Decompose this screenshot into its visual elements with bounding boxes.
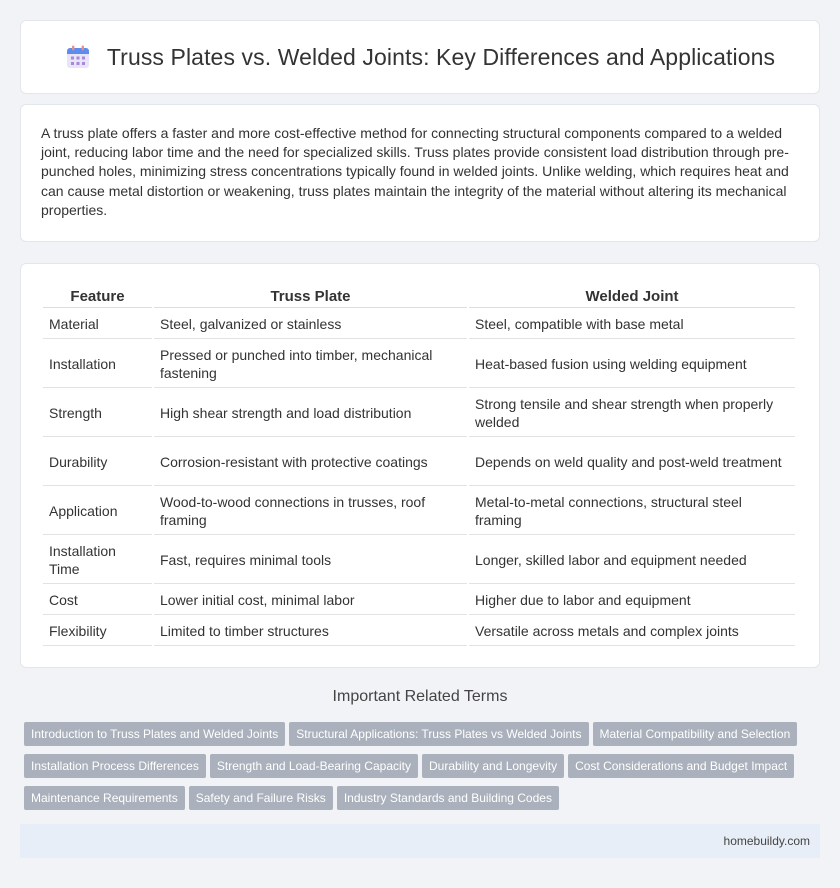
welded-joint-cell: Higher due to labor and equipment — [469, 586, 795, 615]
related-tag[interactable]: Installation Process Differences — [24, 754, 206, 778]
calendar-icon — [65, 44, 91, 70]
feature-cell: Durability — [43, 439, 152, 486]
related-tag[interactable]: Industry Standards and Building Codes — [337, 786, 559, 810]
welded-joint-cell: Versatile across metals and complex joints — [469, 617, 795, 646]
feature-cell: Application — [43, 488, 152, 535]
related-terms-title: Important Related Terms — [332, 688, 508, 705]
intro-card — [20, 104, 820, 242]
footer-site[interactable]: homebuildy.com — [723, 834, 810, 848]
welded-joint-cell: Steel, compatible with base metal — [469, 310, 795, 339]
welded-joint-cell: Longer, skilled labor and equipment needed — [469, 537, 795, 584]
truss-plate-cell: Wood-to-wood connections in trusses, roof framing — [154, 488, 467, 535]
welded-joint-cell: Heat-based fusion using welding equipment — [469, 341, 795, 388]
title-card — [20, 20, 820, 94]
feature-cell: Strength — [43, 390, 152, 437]
related-tag[interactable]: Material Compatibility and Selection — [593, 722, 798, 746]
related-tags — [24, 722, 824, 818]
truss-plate-cell: Pressed or punched into timber, mechanical fastening — [154, 341, 467, 388]
related-tag[interactable]: Durability and Longevity — [422, 754, 564, 778]
table-row — [43, 488, 795, 535]
welded-joint-cell: Depends on weld quality and post-weld treatment — [469, 439, 795, 486]
feature-cell: Material — [43, 310, 152, 339]
related-terms-section — [0, 688, 840, 706]
header-welded-joint: Welded Joint — [469, 286, 795, 308]
related-tag[interactable]: Structural Applications: Truss Plates vs Welded Joints — [289, 722, 588, 746]
feature-cell: Flexibility — [43, 617, 152, 646]
related-tag[interactable]: Cost Considerations and Budget Impact — [568, 754, 794, 778]
truss-plate-cell: Steel, galvanized or stainless — [154, 310, 467, 339]
truss-plate-cell: Lower initial cost, minimal labor — [154, 586, 467, 615]
table-row — [43, 310, 795, 339]
header-truss-plate: Truss Plate — [154, 286, 467, 308]
related-tag[interactable]: Strength and Load-Bearing Capacity — [210, 754, 418, 778]
table-row — [43, 537, 795, 584]
related-tag[interactable]: Maintenance Requirements — [24, 786, 185, 810]
comparison-table-card — [20, 263, 820, 668]
comparison-table — [41, 284, 797, 648]
truss-plate-cell: Fast, requires minimal tools — [154, 537, 467, 584]
truss-plate-cell: Corrosion-resistant with protective coatings — [154, 439, 467, 486]
welded-joint-cell: Metal-to-metal connections, structural steel framing — [469, 488, 795, 535]
truss-plate-cell: Limited to timber structures — [154, 617, 467, 646]
header-feature: Feature — [43, 286, 152, 308]
table-row — [43, 617, 795, 646]
footer — [20, 824, 820, 858]
table-row — [43, 586, 795, 615]
related-tag[interactable]: Safety and Failure Risks — [189, 786, 333, 810]
truss-plate-cell: High shear strength and load distribution — [154, 390, 467, 437]
intro-paragraph: A truss plate offers a faster and more cost-effective method for connecting structural components compared to a welded joint, reducing labor time and the need for specialized skills. Truss plates provide consistent load distribution through pre-punched holes, minimizing stress concentrations typically found in welded joints. Unlike welding, which requires heat and can cause metal distortion or weakening, truss plates maintain the integrity of the material without altering its mechanical properties. — [41, 125, 789, 218]
welded-joint-cell: Strong tensile and shear strength when properly welded — [469, 390, 795, 437]
table-row — [43, 390, 795, 437]
feature-cell: Cost — [43, 586, 152, 615]
page-title: Truss Plates vs. Welded Joints: Key Differences and Applications — [106, 43, 776, 70]
feature-cell: Installation — [43, 341, 152, 388]
table-row — [43, 341, 795, 388]
related-tag[interactable]: Introduction to Truss Plates and Welded Joints — [24, 722, 285, 746]
table-row — [43, 439, 795, 486]
feature-cell: Installation Time — [43, 537, 152, 584]
